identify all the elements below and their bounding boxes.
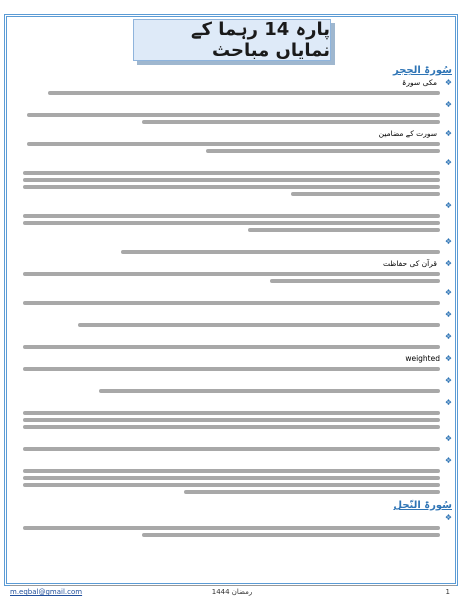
text-placeholder-line (27, 113, 440, 117)
footer-date: رمضان 1444 (211, 588, 253, 596)
text-placeholder-line (23, 185, 440, 189)
text-placeholder-line (23, 171, 440, 175)
list-item-body (14, 456, 440, 497)
bullet-icon: ❖ (444, 129, 452, 138)
list-item-body (14, 332, 440, 352)
title-banner (133, 19, 331, 61)
list-item (14, 237, 452, 257)
text-placeholder-line (23, 214, 440, 218)
bullet-icon: ❖ (444, 354, 452, 363)
list-item (14, 376, 452, 396)
list-item-body (14, 398, 440, 432)
text-placeholder-line (99, 389, 440, 393)
list-item-text: سورت کے مضامین (378, 129, 437, 138)
text-placeholder-line (23, 476, 440, 480)
text-placeholder-line (142, 120, 440, 124)
bullet-icon: ❖ (444, 288, 452, 297)
text-placeholder-line (184, 490, 440, 494)
text-placeholder-line (23, 301, 440, 305)
text-placeholder-line (270, 279, 440, 283)
list-item-body (14, 129, 440, 156)
list-item (14, 158, 452, 199)
text-placeholder-line (48, 91, 440, 95)
bullet-icon: ❖ (444, 398, 452, 407)
list-item-body (14, 78, 440, 98)
list-item (14, 456, 452, 497)
list-item (14, 259, 452, 286)
text-placeholder-line (23, 483, 440, 487)
list-item-body (14, 201, 440, 235)
text-placeholder-line (23, 425, 440, 429)
list-item-body (14, 310, 440, 330)
text-placeholder-line (23, 178, 440, 182)
bullet-icon: ❖ (444, 100, 452, 109)
page-title: پارہ 14 رہما کے نمایاں مباحث (190, 19, 330, 61)
text-placeholder-line (206, 149, 440, 153)
text-placeholder-line (23, 447, 440, 451)
list-item-body (14, 237, 440, 257)
list-item (14, 129, 452, 156)
footer-email-link[interactable]: m.eqbal@gmail.com (10, 588, 83, 596)
text-placeholder-line (23, 221, 440, 225)
bullet-icon: ❖ (444, 513, 452, 522)
list-item-body (14, 100, 440, 127)
bullet-icon: ❖ (444, 434, 452, 443)
section-heading-nahl: سُورۃ النّحل (393, 500, 452, 511)
section-heading-hijr: سُورۃ الحِجر (392, 65, 452, 76)
text-placeholder-line (23, 367, 440, 371)
document-body (14, 64, 452, 542)
text-placeholder-line (23, 469, 440, 473)
list-item (14, 78, 452, 98)
list-item (14, 100, 452, 127)
bullet-icon: ❖ (444, 456, 452, 465)
text-placeholder-line (23, 526, 440, 530)
text-placeholder-line (23, 272, 440, 276)
list-item (14, 434, 452, 454)
bullet-icon: ❖ (444, 201, 452, 210)
text-placeholder-line (121, 250, 441, 254)
list-item-text: مکی سورۃ (402, 78, 437, 87)
text-placeholder-line (27, 142, 440, 146)
text-placeholder-line (23, 418, 440, 422)
bullet-icon: ❖ (444, 376, 452, 385)
bullet-icon: ❖ (444, 332, 452, 341)
list-item (14, 201, 452, 235)
text-placeholder-line (23, 345, 440, 349)
list-item (14, 332, 452, 352)
bullet-icon: ❖ (444, 310, 452, 319)
text-placeholder-line (23, 411, 440, 415)
list-item-body (14, 288, 440, 308)
footer-divider (10, 585, 456, 586)
bullet-icon: ❖ (444, 259, 452, 268)
text-placeholder-line (78, 323, 440, 327)
bullet-icon: ❖ (444, 158, 452, 167)
list-item-body (14, 158, 440, 199)
list-item-text: weighted (405, 354, 440, 363)
text-placeholder-line (291, 192, 440, 196)
list-item (14, 398, 452, 432)
list-item-text: قرآن کی حفاظت (383, 259, 437, 268)
list-item (14, 288, 452, 308)
list-item (14, 513, 452, 540)
list-item-body (14, 513, 440, 540)
list-item-body (14, 354, 440, 374)
list-item-body (14, 259, 440, 286)
bullet-icon: ❖ (444, 78, 452, 87)
bullet-icon: ❖ (444, 237, 452, 246)
text-placeholder-line (248, 228, 440, 232)
list-item-body (14, 434, 440, 454)
list-item (14, 310, 452, 330)
text-placeholder-line (142, 533, 440, 537)
page-number: 1 (445, 588, 450, 596)
list-item (14, 354, 452, 374)
list-item-body (14, 376, 440, 396)
